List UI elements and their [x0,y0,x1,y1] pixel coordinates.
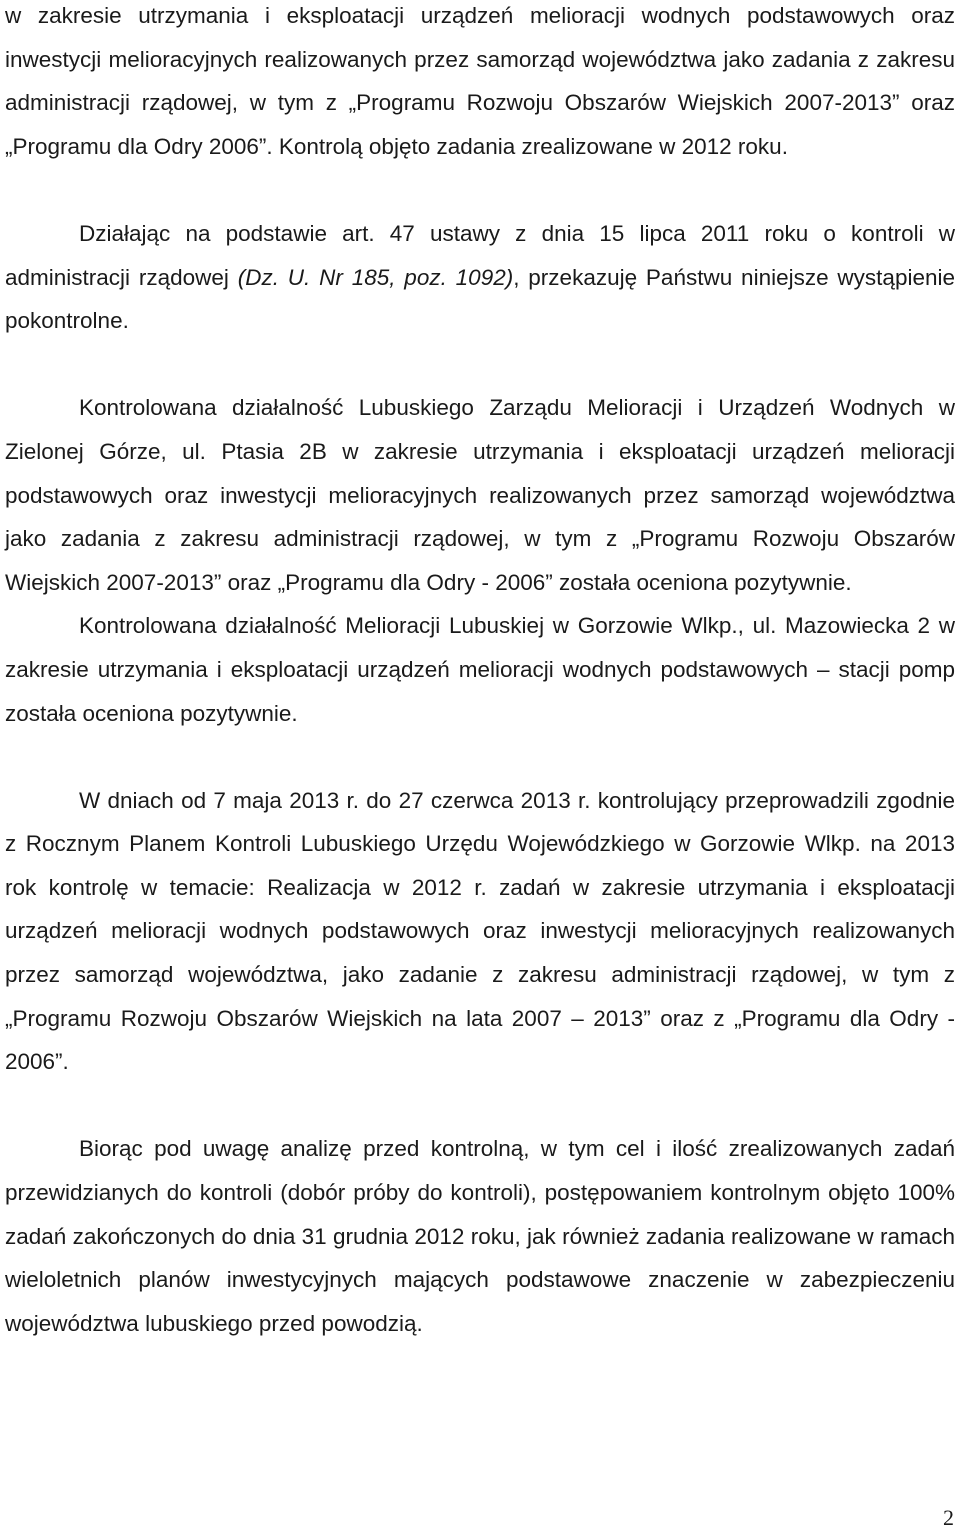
paragraph-scope: w zakresie utrzymania i eksploatacji urządzeń melioracji wodnych podstawowych oraz inwestycji melioracyjnych realizowanych przez samorząd województwa jako zadania z zakresu administracji rządowej, w tym z „Programu Rozwoju Obszarów Wiejskich 2007-2013” oraz „Programu dla Odry 2006”. Kontrolą objęto zadania zrealizowane w 2012 roku. [5,3,955,159]
paragraph-assessment-gorzow: Kontrolowana działalność Melioracji Lubuskiej w Gorzowie Wlkp., ul. Mazowiecka 2 w zakresie utrzymania i eksploatacji urządzeń melioracji wodnych podstawowych – stacji pomp została oceniona pozytywnie. [5,613,955,726]
legal-basis-text-end: , przekazuję Państwu niniejsze wystąpienie pokontrolne. [5,264,955,334]
paragraph-gap [5,168,955,212]
paragraph-control-scope: Biorąc pod uwagę analizę przed kontrolną, w tym cel i ilość zrealizowanych zadań przewidzianych do kontroli (dobór próby do kontroli), postępowaniem kontrolnym objęto 100% zadań zakończonych do dnia 31 grudnia 2012 roku, jak również zadania realizowane w ramach wieloletnich planów inwestycyjnych mających podstawowe znaczenie w zabezpieczeniu województwa lubuskiego przed powodzią. [5,1136,955,1336]
legal-basis-text: Działając na podstawie art. 47 ustawy z dnia 15 lipca 2011 roku o kontroli w administracji rządowej [5,220,955,290]
paragraph-gap [5,343,955,387]
paragraph-gap [5,1084,955,1128]
page-number: 2 [943,1505,954,1530]
paragraph-assessment-zielona-gora: Kontrolowana działalność Lubuskiego Zarządu Melioracji i Urządzeń Wodnych w Zielonej Górze, ul. Ptasia 2B w zakresie utrzymania i eksploatacji urządzeń melioracji podstawowych oraz inwestycji melioracyjnych realizowanych przez samorząd województwa jako zadania z zakresu administracji rządowej, w tym z „Programu Rozwoju Obszarów Wiejskich 2007-2013” oraz „Programu dla Odry - 2006” została oceniona pozytywnie. [5,395,955,595]
paragraph-legal-basis [5,212,955,343]
paragraph-control-dates: W dniach od 7 maja 2013 r. do 27 czerwca 2013 r. kontrolujący przeprowadzili zgodnie z Rocznym Planem Kontroli Lubuskiego Urzędu Wojewódzkiego w Gorzowie Wlkp. na 2013 rok kontrolę w temacie: Realizacja w 2012 r. zadań w zakresie utrzymania i eksploatacji urządzeń melioracji wodnych podstawowych oraz inwestycji melioracyjnych realizowanych przez samorząd województwa, jako zadanie z zakresu administracji rządowej, w tym z „Programu Rozwoju Obszarów Wiejskich na lata 2007 – 2013” oraz z „Programu dla Odry - 2006”. [5,787,955,1075]
legal-citation: (Dz. U. Nr 185, poz. 1092) [237,264,514,290]
document-page [5,0,955,1345]
paragraph-gap [5,735,955,779]
